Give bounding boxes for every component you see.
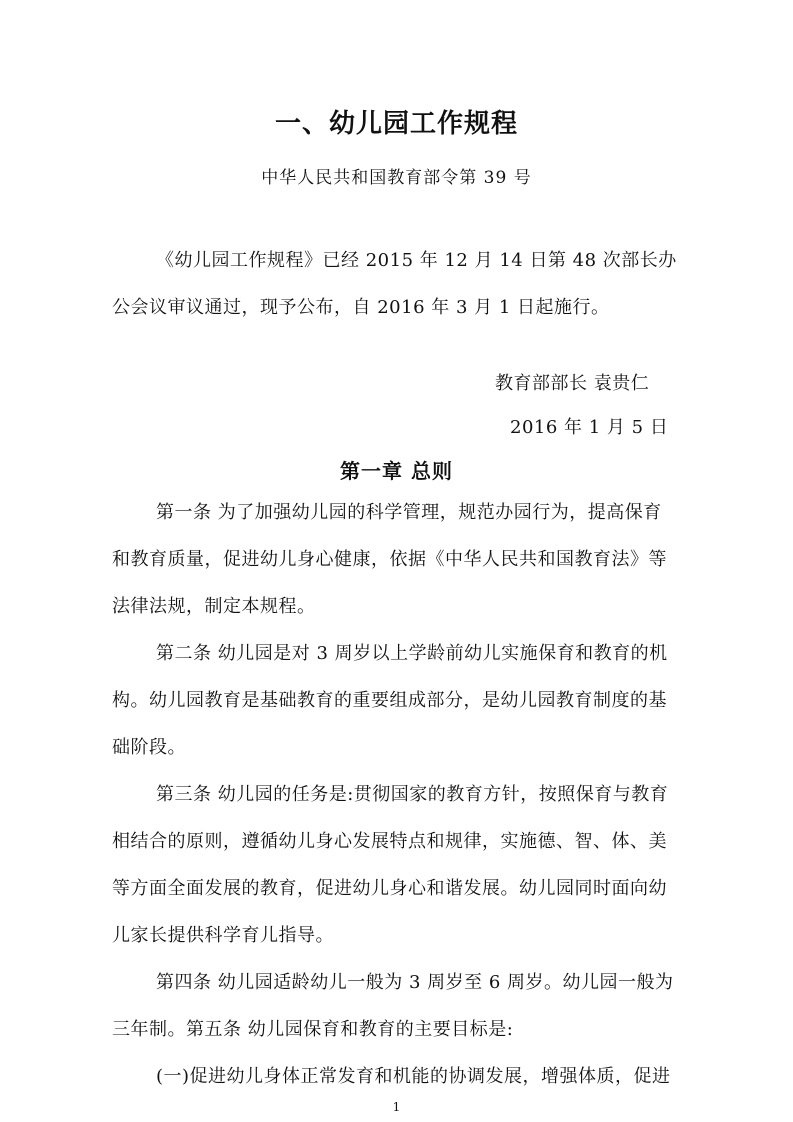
intro-line-2: 公会议审议通过，现予公布，自 2016 年 3 月 1 日起施行。 (112, 297, 610, 318)
article-line: (一)促进幼儿身体正常发育和机能的协调发展，增强体质，促进 (156, 1066, 671, 1087)
signature-date: 2016 年 1 月 5 日 (510, 417, 669, 438)
page-number: 1 (392, 1100, 401, 1114)
article-line: 和教育质量，促进幼儿身心健康，依据《中华人民共和国教育法》等 (112, 549, 667, 570)
document-title: 一、幼儿园工作规程 (274, 109, 518, 139)
article-line: 相结合的原则，遵循幼儿身心发展特点和规律，实施德、智、体、美 (112, 831, 667, 852)
intro-line-1: 《幼儿园工作规程》已经 2015 年 12 月 14 日第 48 次部长办 (156, 250, 677, 271)
chapter-title: 第一章 总则 (340, 459, 453, 483)
article-line: 构。幼儿园教育是基础教育的重要组成部分，是幼儿园教育制度的基 (112, 690, 667, 711)
decree-number: 中华人民共和国教育部令第 39 号 (261, 168, 532, 188)
article-line: 第二条 幼儿园是对 3 周岁以上学龄前幼儿实施保育和教育的机 (156, 643, 668, 664)
article-line: 第一条 为了加强幼儿园的科学管理，规范办园行为，提高保育 (156, 502, 662, 523)
article-line: 法律法规，制定本规程。 (112, 596, 316, 617)
article-line: 础阶段。 (112, 737, 186, 758)
article-line: 第四条 幼儿园适龄幼儿一般为 3 周岁至 6 周岁。幼儿园一般为 (156, 972, 674, 993)
article-line: 第三条 幼儿园的任务是:贯彻国家的教育方针，按照保育与教育 (156, 784, 669, 805)
article-line: 儿家长提供科学育儿指导。 (112, 925, 334, 946)
article-line: 等方面全面发展的教育，促进幼儿身心和谐发展。幼儿园同时面向幼 (112, 878, 667, 899)
signer: 教育部部长 袁贵仁 (495, 373, 650, 394)
article-line: 三年制。第五条 幼儿园保育和教育的主要目标是: (112, 1019, 514, 1040)
